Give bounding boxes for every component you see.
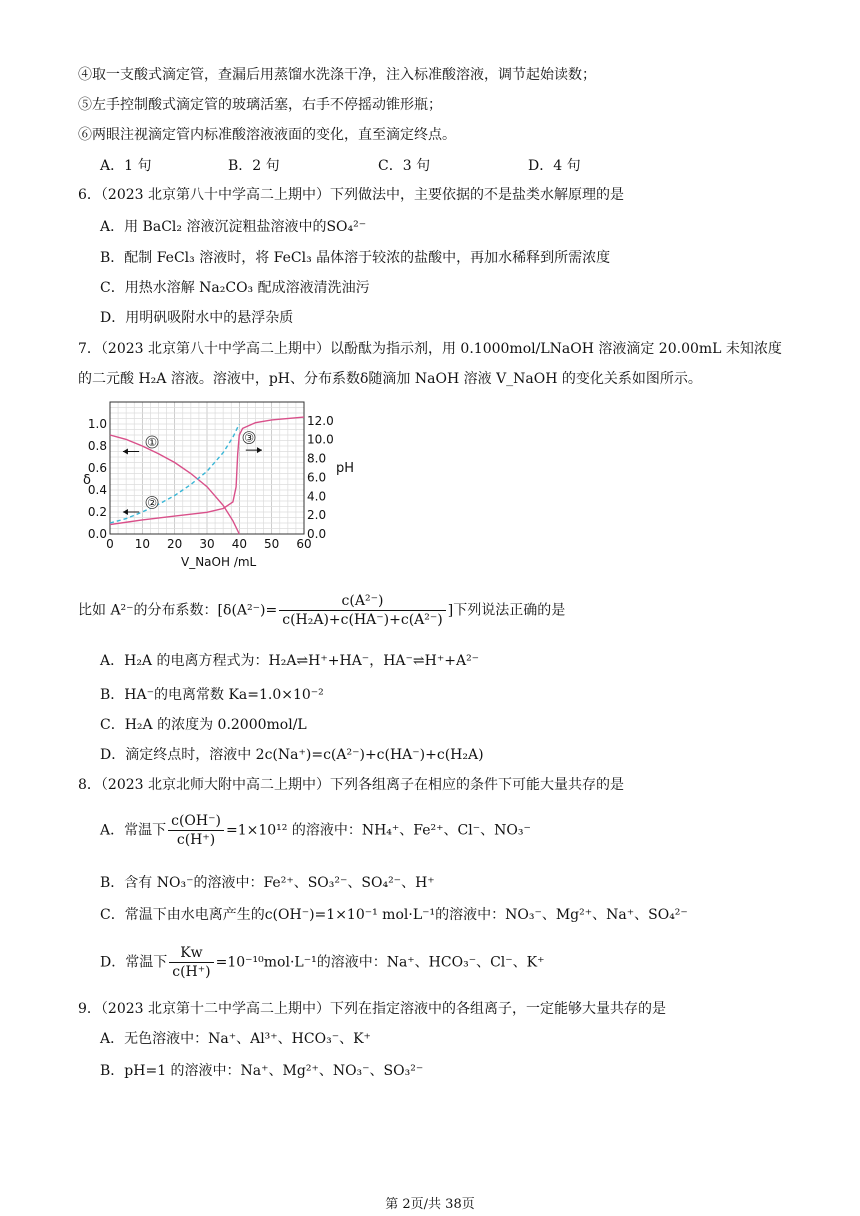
titration-chart: [76, 394, 355, 574]
q8-d-numerator: Kw: [169, 944, 213, 963]
right-tick-label: 6.0: [307, 470, 327, 485]
step-4: ④取一支酸式滴定管，查漏后用蒸馏水洗涤干净，注入标准酸溶液，调节起始读数；: [78, 67, 596, 83]
step-5: ⑤左手控制酸式滴定管的玻璃活塞，右手不停摇动锥形瓶；: [78, 97, 442, 113]
q8-d-fraction: [169, 944, 213, 981]
x-tick-label: 60: [296, 537, 312, 551]
q7-formula-numerator: c(A²⁻): [279, 592, 446, 611]
q7-stem-1: 7．（2023 北京第八十中学高二上期中）以酚酞为指示剂，用 0.1000mol/LNaOH 溶液滴定 20.00mL 未知浓度: [78, 341, 782, 357]
q7-formula-fraction: [279, 592, 446, 629]
right-tick-label: 0.0: [307, 527, 327, 541]
x-tick-label: 30: [199, 537, 215, 551]
q8-option-d: [100, 944, 545, 981]
right-axis-label: pH: [336, 461, 355, 476]
page-footer: 第 2页/共 38页: [385, 1197, 475, 1212]
q5-option-b: B．2 句: [228, 158, 280, 174]
q7-formula-suffix: ]下列说法正确的是: [447, 602, 566, 619]
q6-option-b: B．配制 FeCl₃ 溶液时，将 FeCl₃ 晶体溶于较浓的盐酸中，再加水稀释到所需浓度: [100, 250, 611, 266]
left-tick-label: 0.4: [87, 483, 107, 497]
annotation-3: ③: [244, 431, 254, 445]
step-6: ⑥两眼注视滴定管内标准酸溶液液面的变化，直至滴定终点。: [78, 127, 456, 143]
q8-option-b: B．含有 NO₃⁻的溶液中：Fe²⁺、SO₃²⁻、SO₄²⁻、H⁺: [100, 875, 435, 891]
left-tick-label: 1.0: [87, 417, 107, 431]
x-tick-label: 0: [106, 537, 114, 551]
left-tick-label: 0.8: [87, 439, 107, 453]
q7-option-d: D．滴定终点时，溶液中 2c(Na⁺)=c(A²⁻)+c(HA⁻)+c(H₂A): [100, 747, 484, 763]
q9-option-a: A．无色溶液中：Na⁺、Al³⁺、HCO₃⁻、K⁺: [100, 1031, 371, 1047]
q8-stem: 8．（2023 北京北师大附中高二上期中）下列各组离子在相应的条件下可能大量共存的是: [78, 777, 624, 793]
q7-formula-prefix: 比如 A²⁻的分布系数：[δ(A²⁻)=: [78, 602, 278, 619]
q6-option-c: C．用热水溶解 Na₂CO₃ 配成溶液清洗油污: [100, 280, 370, 296]
q8-a-numerator: c(OH⁻): [168, 812, 224, 831]
q5-option-c: C．3 句: [378, 158, 431, 174]
q9-stem: 9．（2023 北京第十二中学高二上期中）下列在指定溶液中的各组离子，一定能够大量共存的是: [78, 1001, 666, 1017]
q6-option-a: A．用 BaCl₂ 溶液沉淀粗盐溶液中的SO₄²⁻: [100, 219, 367, 235]
q8-a-denominator: c(H⁺): [176, 832, 216, 848]
annotation-2: ②: [147, 496, 157, 510]
q7-formula-denominator: c(H₂A)+c(HA⁻)+c(A²⁻): [282, 612, 443, 628]
x-tick-label: 20: [167, 537, 183, 551]
right-tick-label: 4.0: [307, 489, 327, 504]
q7-option-a: A．H₂A 的电离方程式为：H₂A⇌H⁺+HA⁻，HA⁻⇌H⁺+A²⁻: [100, 653, 480, 669]
left-axis-label: δ: [83, 473, 91, 488]
annotation-arrowhead-2: [123, 509, 128, 515]
q8-d-denominator: c(H⁺): [172, 964, 211, 980]
q7-stem-2: 的二元酸 H₂A 溶液。溶液中，pH、分布系数δ随滴加 NaOH 溶液 V_NaOH 的变化关系如图所示。: [78, 371, 702, 387]
q8-d-prefix: D．常温下: [100, 954, 168, 971]
annotation-1: ①: [147, 436, 157, 449]
q6-option-d: D．用明矾吸附水中的悬浮杂质: [100, 310, 294, 326]
left-tick-label: 0.6: [87, 461, 107, 475]
right-tick-label: 2.0: [307, 508, 327, 523]
x-tick-label: 40: [231, 537, 247, 551]
q6-stem: 6．（2023 北京第八十中学高二上期中）下列做法中，主要依据的不是盐类水解原理的是: [78, 187, 624, 203]
right-tick-label: 12.0: [307, 413, 334, 428]
q7-formula-line: [78, 592, 565, 629]
q7-option-c: C．H₂A 的浓度为 0.2000mol/L: [100, 717, 307, 733]
x-tick-label: 50: [264, 537, 280, 551]
annotation-arrowhead-1: [123, 449, 128, 455]
q8-option-a: [100, 812, 531, 849]
q5-option-a: A．1 句: [100, 158, 152, 174]
q8-a-fraction: [168, 812, 224, 849]
annotation-arrowhead-3: [257, 447, 262, 453]
x-axis-label: V_NaOH /mL: [181, 555, 257, 569]
right-tick-label: 8.0: [307, 451, 327, 466]
x-tick-label: 10: [134, 537, 150, 551]
left-tick-label: 0.0: [87, 527, 107, 541]
q5-option-d: D．4 句: [528, 158, 581, 174]
q8-a-suffix: =1×10¹² 的溶液中：NH₄⁺、Fe²⁺、Cl⁻、NO₃⁻: [225, 822, 531, 839]
right-tick-label: 10.0: [307, 432, 334, 447]
q9-option-b: B．pH=1 的溶液中：Na⁺、Mg²⁺、NO₃⁻、SO₃²⁻: [100, 1063, 424, 1079]
q8-a-prefix: A．常温下: [100, 822, 167, 839]
q8-d-suffix: =10⁻¹⁰mol·L⁻¹的溶液中：Na⁺、HCO₃⁻、Cl⁻、K⁺: [215, 954, 545, 971]
q7-option-b: B．HA⁻的电离常数 Ka=1.0×10⁻²: [100, 687, 324, 703]
q8-option-c: C．常温下由水电离产生的c(OH⁻)=1×10⁻¹ mol·L⁻¹的溶液中：NO₃⁻、Mg²⁺、Na⁺、SO₄²⁻: [100, 907, 688, 923]
left-tick-label: 0.2: [87, 505, 107, 519]
